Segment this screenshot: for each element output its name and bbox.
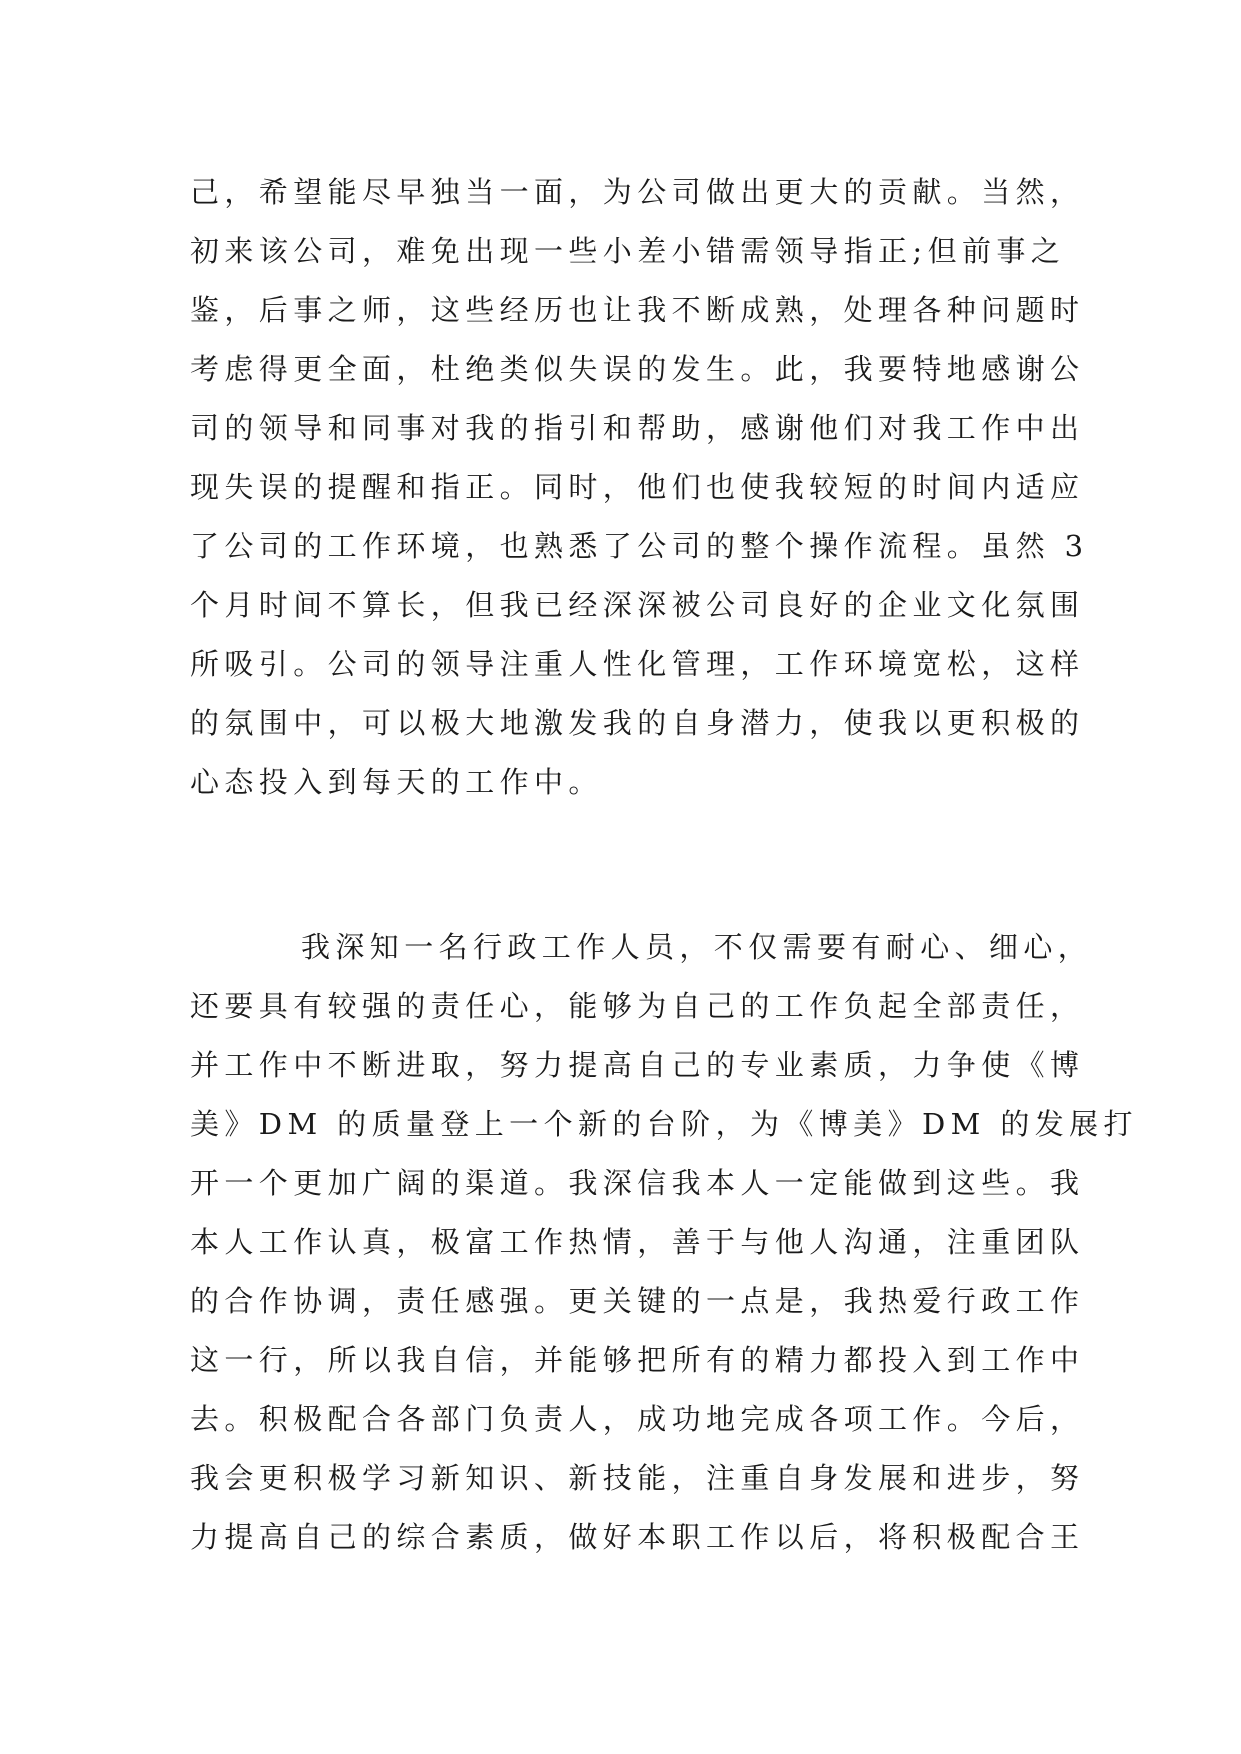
- paragraph-line: 这一行，所以我自信，并能够把所有的精力都投入到工作中: [190, 1343, 1085, 1377]
- paragraph-line: 了公司的工作环境，也熟悉了公司的整个操作流程。虽然 3: [190, 529, 1089, 563]
- paragraph-line: 个月时间不算长，但我已经深深被公司良好的企业文化氛围: [190, 588, 1085, 622]
- paragraph-line: 司的领导和同事对我的指引和帮助，感谢他们对我工作中出: [190, 411, 1085, 445]
- paragraph-2: [190, 918, 1138, 1567]
- paragraph-line: 初来该公司，难免出现一些小差小错需领导指正;但前事之: [190, 234, 1066, 268]
- paragraph-line: 美》DM 的质量登上一个新的台阶，为《博美》DM 的发展打: [190, 1107, 1138, 1141]
- paragraph-line: 考虑得更全面，杜绝类似失误的发生。此，我要特地感谢公: [190, 352, 1085, 386]
- paragraph-line: 心态投入到每天的工作中。: [190, 765, 603, 799]
- paragraph-line: 本人工作认真，极富工作热情，善于与他人沟通，注重团队: [190, 1225, 1085, 1259]
- paragraph-line: 开一个更加广阔的渠道。我深信我本人一定能做到这些。我: [190, 1166, 1085, 1200]
- paragraph-1: [190, 163, 1090, 812]
- paragraph-line: 力提高自己的综合素质，做好本职工作以后，将积极配合王: [190, 1520, 1085, 1554]
- paragraph-line: 己，希望能尽早独当一面，为公司做出更大的贡献。当然，: [190, 175, 1085, 209]
- paragraph-first-line: 我深知一名行政工作人员，不仅需要有耐心、细心，: [301, 930, 1093, 964]
- paragraph-line: 的合作协调，责任感强。更关键的一点是，我热爱行政工作: [190, 1284, 1085, 1318]
- paragraph-line: 我会更积极学习新知识、新技能，注重自身发展和进步，努: [190, 1461, 1085, 1495]
- paragraph-line: 的氛围中，可以极大地激发我的自身潜力，使我以更积极的: [190, 706, 1085, 740]
- paragraph-line: 鉴，后事之师，这些经历也让我不断成熟，处理各种问题时: [190, 293, 1085, 327]
- paragraph-line: 并工作中不断进取，努力提高自己的专业素质，力争使《博: [190, 1048, 1085, 1082]
- paragraph-line: 现失误的提醒和指正。同时，他们也使我较短的时间内适应: [190, 470, 1085, 504]
- paragraph-line: 去。积极配合各部门负责人，成功地完成各项工作。今后，: [190, 1402, 1085, 1436]
- paragraph-line: 所吸引。公司的领导注重人性化管理，工作环境宽松，这样: [190, 647, 1085, 681]
- paragraph-line: 还要具有较强的责任心，能够为自己的工作负起全部责任，: [190, 989, 1085, 1023]
